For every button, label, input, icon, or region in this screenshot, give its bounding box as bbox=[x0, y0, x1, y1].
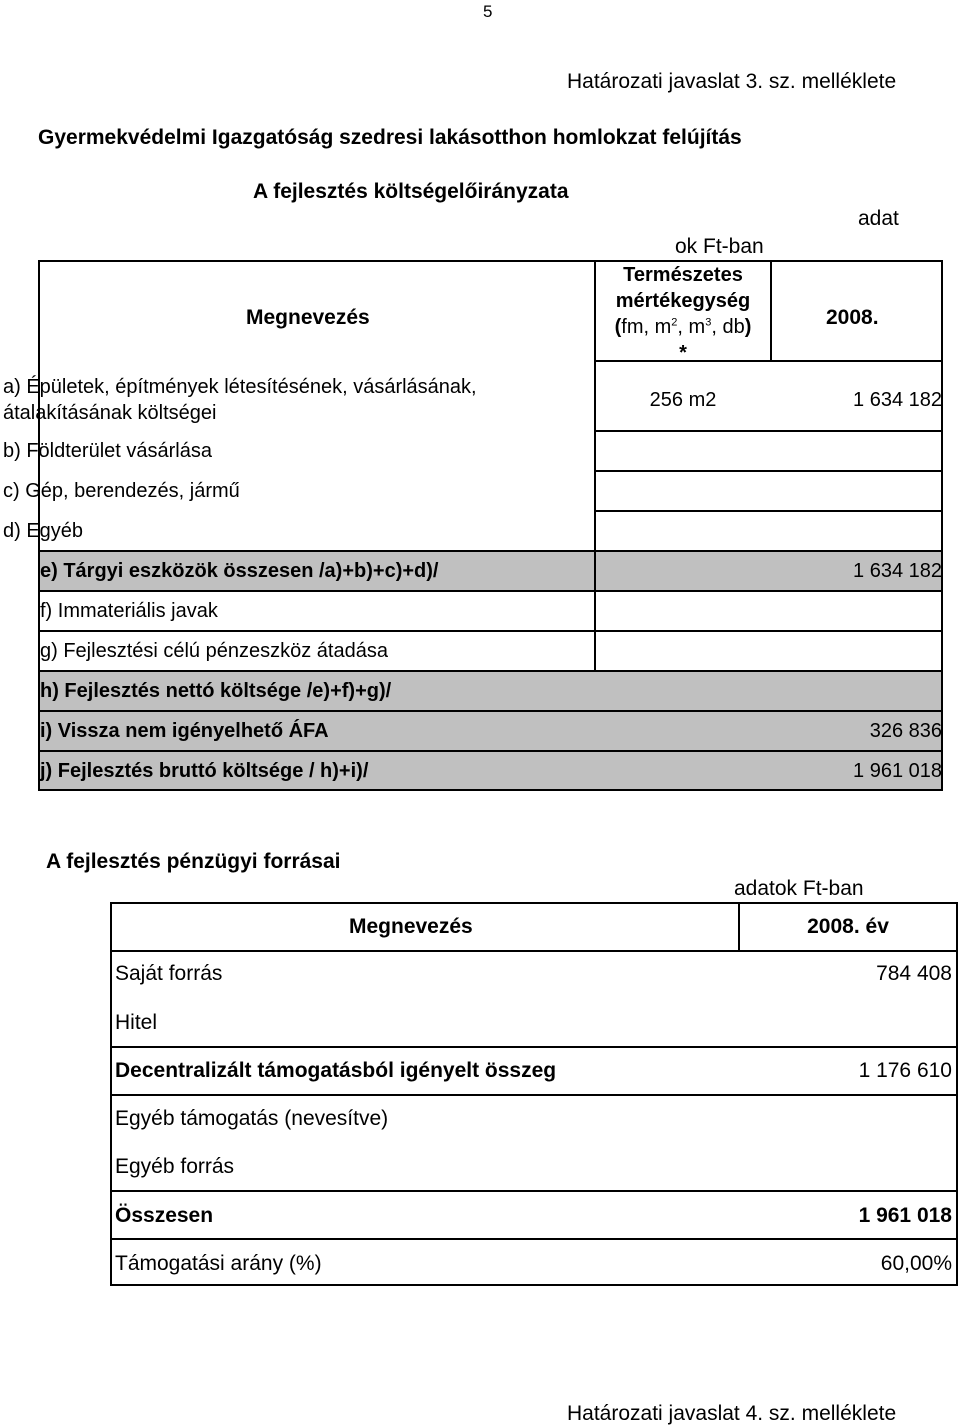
row-e-label: e) Tárgyi eszközök összesen /a)+b)+c)+d)/ bbox=[40, 560, 439, 582]
row-f-label: f) Immateriális javak bbox=[40, 600, 218, 622]
funding-row-label-osszesen: Összesen bbox=[115, 1204, 214, 1227]
main-title: Gyermekvédelmi Igazgatóság szedresi lakásotthon homlokzat felújítás bbox=[38, 126, 742, 149]
row-d-label: d) Egyéb bbox=[3, 520, 84, 542]
funding-row-label-egyeb-forras: Egyéb forrás bbox=[115, 1155, 235, 1178]
section1-title: A fejlesztés költségelőirányzata bbox=[253, 180, 569, 203]
page-number: 5 bbox=[483, 2, 493, 21]
funding-row-label-hitel: Hitel bbox=[115, 1011, 158, 1034]
col-header-unit-line2: mértékegység bbox=[615, 290, 751, 312]
row-j-label: j) Fejlesztés bruttó költsége / h)+i)/ bbox=[40, 760, 369, 782]
annex-label-bottom: Határozati javaslat 4. sz. melléklete bbox=[567, 1402, 897, 1425]
row-c-label: c) Gép, berendezés, jármű bbox=[3, 480, 240, 502]
col-header-unit-line3: (fm, $m^2$, $m^3$, db) bbox=[614, 316, 752, 338]
row-i-label: i) Vissza nem igényelhető ÁFA bbox=[40, 720, 329, 742]
col-header-year: 2008. bbox=[826, 306, 879, 329]
funding-row-label-egyeb-tamogatas: Egyéb támogatás (nevesítve) bbox=[115, 1107, 389, 1130]
section2-title: A fejlesztés pénzügyi forrásai bbox=[46, 850, 341, 873]
col-header-unit-line4: * bbox=[679, 342, 687, 364]
row-a-unit: 256 m2 bbox=[649, 389, 717, 411]
row-a-value: 1 634 182 bbox=[853, 389, 942, 411]
unit-label-frag2: ok Ft-ban bbox=[675, 235, 764, 258]
funding-row-value-sajat: 784 408 bbox=[876, 962, 952, 985]
row-a-label-line2: átalakításának költségei bbox=[3, 402, 217, 424]
unit-label-frag1: adat bbox=[858, 207, 899, 230]
row-h-label: h) Fejlesztés nettó költsége /e)+f)+g)/ bbox=[40, 680, 392, 702]
funding-row-label-decentralizalt: Decentralizált támogatásból igényelt összeg bbox=[115, 1059, 557, 1082]
row-j-value: 1 961 018 bbox=[853, 760, 942, 782]
funding-col-header-year: 2008. év bbox=[807, 915, 889, 938]
row-g-label: g) Fejlesztési célú pénzeszköz átadása bbox=[40, 640, 388, 662]
funding-row-label-sajat: Saját forrás bbox=[115, 962, 223, 985]
funding-row-value-osszesen: 1 961 018 bbox=[858, 1204, 952, 1227]
section2-unit-label: adatok Ft-ban bbox=[734, 877, 864, 900]
annex-label-top: Határozati javaslat 3. sz. melléklete bbox=[567, 70, 897, 93]
col-header-unit-line1: Természetes bbox=[623, 264, 743, 286]
row-i-value: 326 836 bbox=[869, 720, 942, 742]
funding-col-header-megnevezes: Megnevezés bbox=[349, 915, 473, 938]
row-b-label: b) Földterület vásárlása bbox=[3, 440, 212, 462]
row-a-label-line1: a) Épületek, építmények létesítésének, vásárlásának, bbox=[3, 376, 477, 398]
funding-row-value-arany: 60,00% bbox=[880, 1252, 952, 1275]
row-e-value: 1 634 182 bbox=[853, 560, 942, 582]
funding-row-label-arany: Támogatási arány (%) bbox=[115, 1252, 322, 1275]
funding-row-value-decentralizalt: 1 176 610 bbox=[858, 1059, 952, 1082]
col-header-megnevezes: Megnevezés bbox=[246, 306, 370, 329]
